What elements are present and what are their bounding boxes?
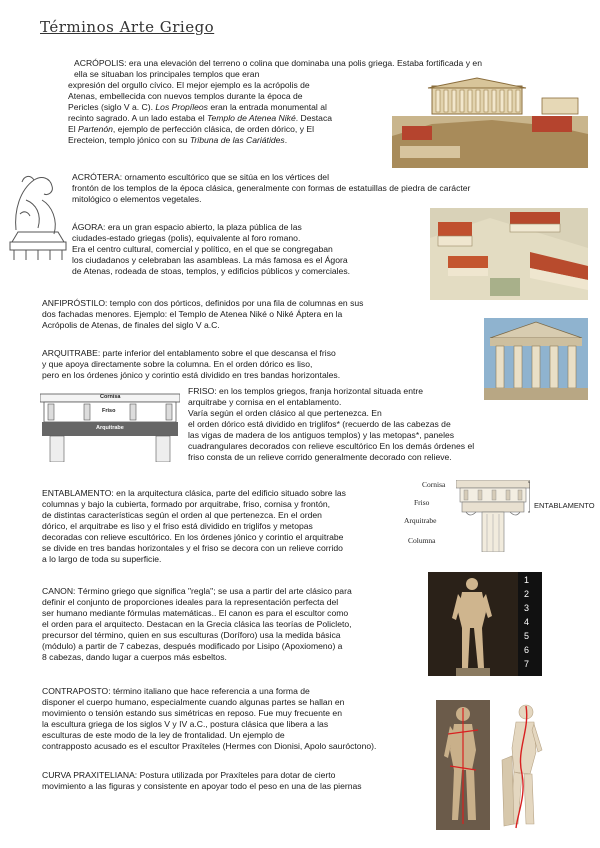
anfiprostilo-line-2: dos fachadas menores. Ejemplo: el Templo de Atenea Niké o Niké Áptera en la xyxy=(42,309,343,319)
canon-scale xyxy=(518,572,542,676)
agora-line-1: ÁGORA: era un gran espacio abierto, la plaza pública de las xyxy=(72,222,302,232)
agora-line-3: Era el centro cultural, comercial y político, en el que se congregaban xyxy=(72,244,333,254)
acropolis-line-4: Atenas, embellecida con nuevos templos durante la época de xyxy=(68,91,303,101)
anfiprostilo-line-1: ANFIPRÓSTILO: templo con dos pórticos, definidos por una fila de columnas en sus xyxy=(42,298,364,308)
entablamento-label-main: ENTABLAMENTO xyxy=(534,501,595,510)
acrotera-image xyxy=(6,170,70,262)
friso-diagram xyxy=(40,392,180,462)
section-anfiprostilo xyxy=(42,298,363,331)
canon-scale-number: 7 xyxy=(524,659,530,669)
section-friso xyxy=(188,386,474,463)
acropolis-image xyxy=(392,76,588,168)
tribuna-term: Tribuna de las Cariátides xyxy=(189,135,285,145)
friso-line-3: Varía según el orden clásico al que pertenezca. En xyxy=(188,408,382,418)
canon-line-6: (módulo) a partir de 7 cabezas, después modificado por Lisipo (Apoxiomeno) a xyxy=(42,641,343,651)
section-canon xyxy=(42,586,352,663)
entablamento-diagram xyxy=(400,474,596,554)
contraposto-line-1: CONTRAPOSTO: término italiano que hace referencia a una forma de xyxy=(42,686,310,696)
acrotera-line-3: mitológico o elementos vegetales. xyxy=(72,194,202,204)
acropolis-line-8: Erecteion, templo jónico con su Tribuna de las Cariátides. xyxy=(68,135,288,145)
entablamento-line-1: ENTABLAMENTO: en la arquitectura clásica, parte del edificio situado sobre las xyxy=(42,488,346,498)
entablamento-label-arquitrabe: Arquitrabe xyxy=(404,516,437,525)
canon-scale-number: 5 xyxy=(524,631,530,641)
canon-line-5: precursor del término, quien en sus esculturas (Doríforo) usa la medida básica xyxy=(42,630,341,640)
curva-praxiteliana-image xyxy=(496,700,548,832)
section-arquitrabe xyxy=(42,348,340,381)
acropolis-line-6: recinto sagrado. A un lado estaba el Templo de Atenea Niké. Destaca xyxy=(68,113,333,123)
friso-line-6: cuadrangulares decorados con relieve escultórico En los demás órdenes el xyxy=(188,441,475,451)
agora-line-5: de Atenas, rodeada de stoas, templos, y edificios públicos y comerciales. xyxy=(72,266,351,276)
canon-line-1: CANON: Término griego que significa "regla"; se usa a partir del arte clásico para xyxy=(42,586,352,596)
section-acrotera xyxy=(72,172,470,205)
propileos-term: Los Propíleos xyxy=(155,102,208,112)
entablamento-line-4: dórico, el arquitrabe es liso y el friso está dividido en triglifos y metopas xyxy=(42,521,313,531)
friso-line-4: el orden dórico está dividido en triglifos* (recuerdo de las cabezas de xyxy=(188,419,451,429)
athena-nike-image xyxy=(484,318,588,400)
acropolis-line-7: El Partenón, ejemplo de perfección clásica, de orden dórico, y El xyxy=(68,124,315,134)
anfiprostilo-line-3: Acrópolis de Atenas, de finales del siglo V a.C. xyxy=(42,320,220,330)
friso-diagram-label-cornisa: Cornisa xyxy=(100,394,121,400)
contraposto-line-5: esculturas de este modo de la ley de frontalidad. Un ejemplo de xyxy=(42,730,285,740)
contraposto-line-4: la escultura griega de los siglos V y IV a.C., postura clásica que libera a las xyxy=(42,719,329,729)
agora-image xyxy=(430,208,588,300)
canon-scale-number: 4 xyxy=(524,617,530,627)
arquitrabe-line-2: y que apoya directamente sobre la columna. En el orden dórico es liso, xyxy=(42,359,313,369)
canon-scale-number: 2 xyxy=(524,589,530,599)
friso-line-5: las vigas de madera de los antiguos templos) y las metopas*, paneles xyxy=(188,430,455,440)
acropolis-line-2: ella se situaban los principales templos que eran xyxy=(74,69,260,79)
acropolis-line-3: expresión del orgullo cívico. El mejor ejemplo es la acrópolis de xyxy=(68,80,310,90)
entablamento-line-5: decoradas con relieve escultórico. En los órdenes jónico y corintio el arquitrabe xyxy=(42,532,344,542)
acrotera-line-1: ACRÓTERA: ornamento escultórico que se sitúa en los vértices del xyxy=(72,172,329,182)
canon-image xyxy=(428,572,542,676)
acrotera-line-2: frontón de los templos de la época clásica, generalmente con formas de estatuillas de piedra de carácter xyxy=(72,183,471,193)
entablamento-line-6: se divide en tres bandas horizontales y el friso se decora con un relieve corrido xyxy=(42,543,343,553)
friso-line-1: FRISO: en los templos griegos, franja horizontal situada entre xyxy=(188,386,424,396)
entablamento-line-2: columnas y bajo la cubierta, formado por arquitrabe, friso, cornisa y frontón, xyxy=(42,499,331,509)
curva-line-2: movimiento a las figuras y consistente en apoyar todo el peso en una de las piernas xyxy=(42,781,362,791)
section-entablamento xyxy=(42,488,346,565)
entablamento-label-friso: Friso xyxy=(414,498,430,507)
canon-line-2: definir el conjunto de proporciones ideales para la representación perfecta del xyxy=(42,597,339,607)
friso-diagram-label-friso: Friso xyxy=(102,408,116,414)
contraposto-line-2: disponer el cuerpo humano, especialmente cuando algunas partes se hallan en xyxy=(42,697,345,707)
contraposto-line-6: contrapposto acusado es el escultor Praxíteles (Hermes con Dionisi, Apolo sauróctono). xyxy=(42,741,377,751)
canon-scale-number: 3 xyxy=(524,603,530,613)
canon-line-3: ser humano mediante fórmulas matemáticas.. El canon es para el escultor como xyxy=(42,608,349,618)
contraposto-line-3: movimiento o tensión estando sus simétricas en reposo. Fue muy frecuente en xyxy=(42,708,342,718)
section-curva-praxiteliana xyxy=(42,770,362,792)
section-agora xyxy=(72,222,350,277)
section-contraposto xyxy=(42,686,376,752)
entablamento-label-cornisa: Cornisa xyxy=(422,480,446,489)
acropolis-line-1: ACRÓPOLIS: era una elevación del terreno o colina que dominaba una polis griega. Estaba fortificada y en xyxy=(74,58,482,68)
partenon-term: Partenón xyxy=(78,124,113,134)
agora-line-2: ciudades-estado griegas (polis), equivalente al foro romano. xyxy=(72,233,301,243)
friso-diagram-label-arquitrabe: Arquitrabe xyxy=(96,425,124,431)
arquitrabe-line-3: pero en los órdenes jónico y corintio está dividido en tres bandas horizontales. xyxy=(42,370,341,380)
canon-line-7: 8 cabezas, dando lugar a cuerpos más esbeltos. xyxy=(42,652,227,662)
curva-line-1: CURVA PRAXITELIANA: Postura utilizada por Praxíteles para dotar de cierto xyxy=(42,770,336,780)
contraposto-image xyxy=(436,700,490,830)
acropolis-line-5: Pericles (siglo V a. C). Los Propíleos eran la entrada monumental al xyxy=(68,102,327,112)
entablamento-label-columna: Columna xyxy=(408,536,436,545)
friso-line-2: arquitrabe y cornisa en el entablamento. xyxy=(188,397,342,407)
agora-line-4: los ciudadanos y celebraban las asambleas. La más famosa es el Ágora xyxy=(72,255,348,265)
canon-scale-number: 1 xyxy=(524,575,530,585)
page-title: Términos Arte Griego xyxy=(40,18,215,36)
friso-line-7: friso consta de un relieve corrido generalmente decorado con relieve. xyxy=(188,452,452,462)
arquitrabe-line-1: ARQUITRABE: parte inferior del entablamento sobre el que descansa el friso xyxy=(42,348,336,358)
templo-atenea-term: Templo de Atenea Niké xyxy=(207,113,296,123)
canon-scale-number: 6 xyxy=(524,645,530,655)
canon-line-4: el orden para el arquitecto. Destacan en la Grecia clásica las teorías de Policleto, xyxy=(42,619,352,629)
entablamento-line-3: de distintas características según el orden al que pertenezca. En el orden xyxy=(42,510,322,520)
entablamento-line-7: a lo largo de toda su superficie. xyxy=(42,554,162,564)
